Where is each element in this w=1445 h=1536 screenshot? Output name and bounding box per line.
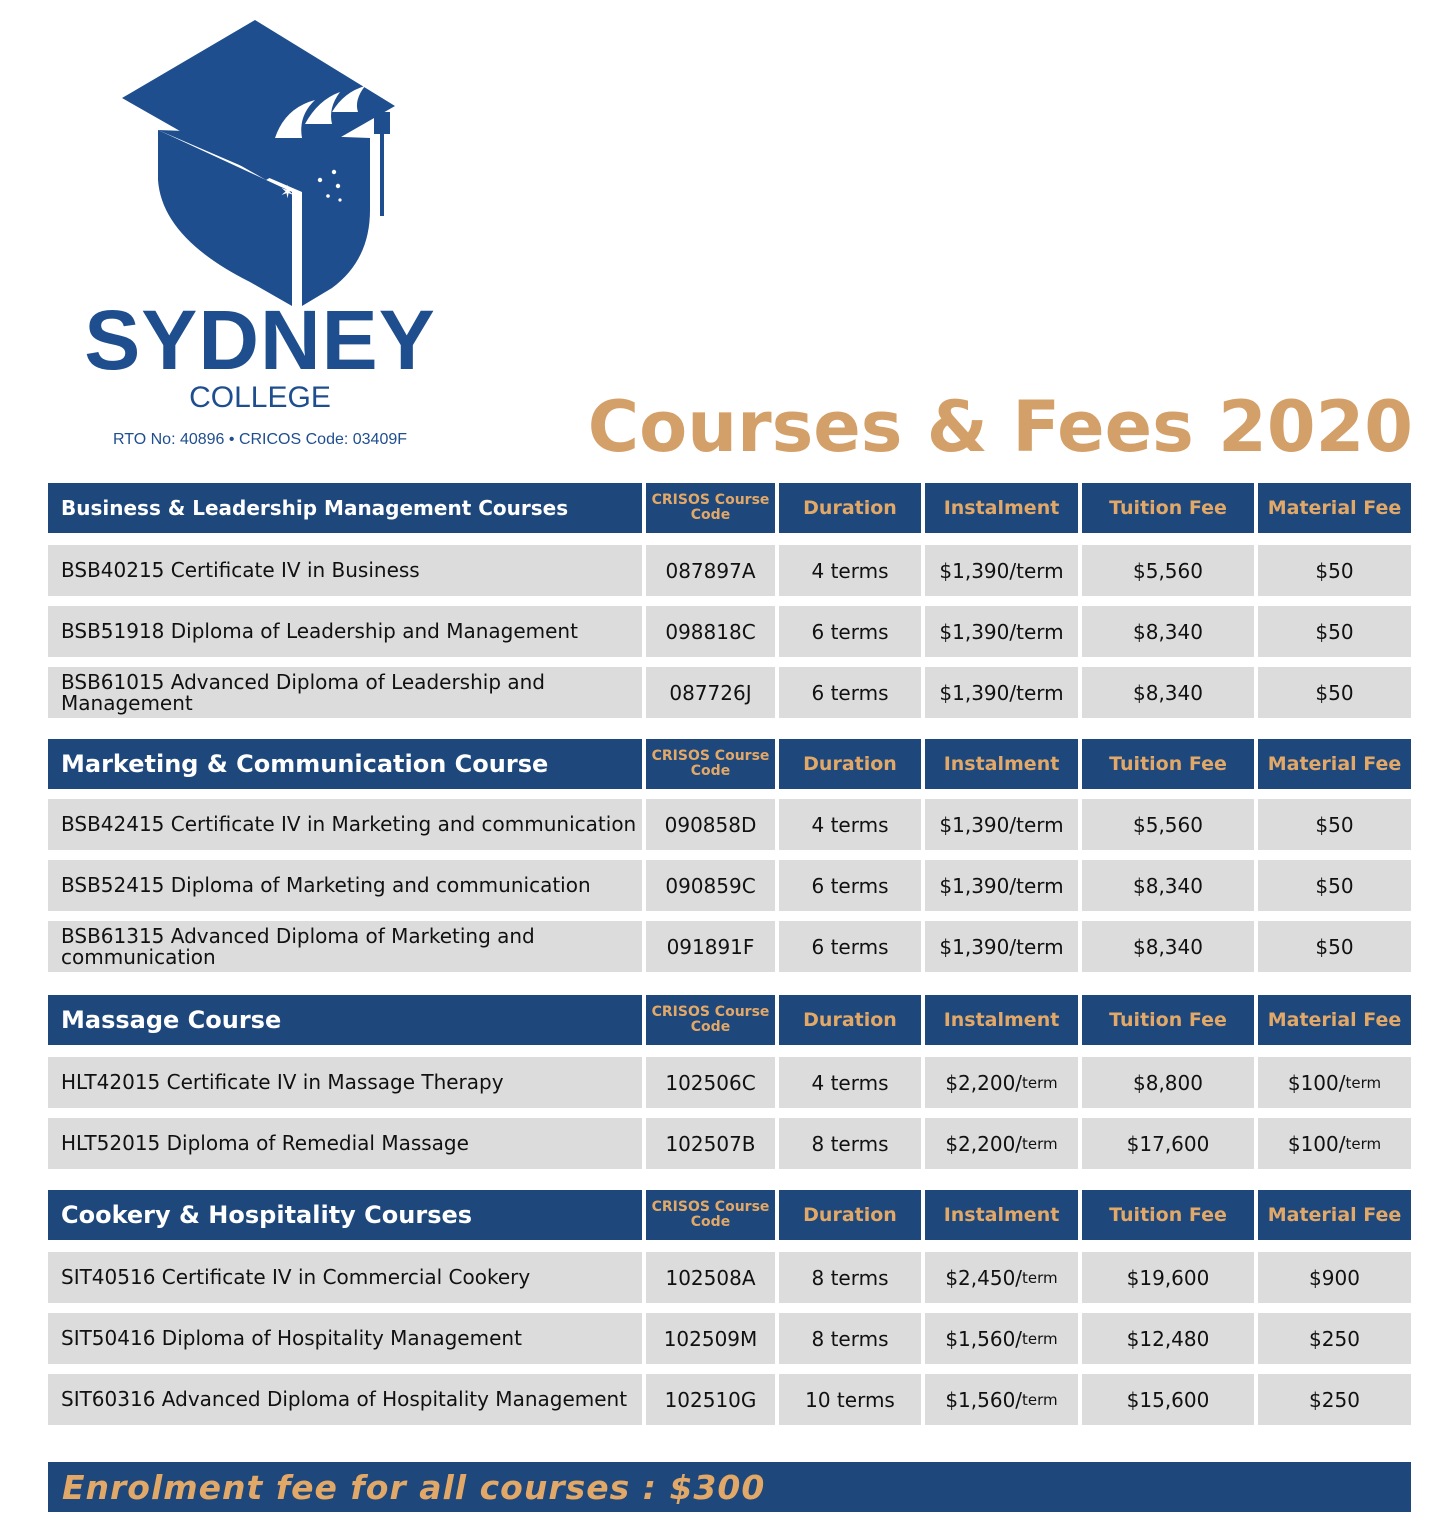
material-amount: $100/ (1287, 1070, 1346, 1095)
course-instalment (925, 1118, 1078, 1169)
course-name: SIT60316 Advanced Diploma of Hospitality Management (48, 1374, 642, 1425)
instalment-amount: $2,200/ (945, 1070, 1023, 1095)
col-duration: Duration (779, 739, 921, 789)
course-code: 091891F (646, 921, 775, 972)
table-row (48, 606, 1411, 657)
course-code: 087726J (646, 667, 775, 718)
section-header (48, 995, 1411, 1045)
course-tuition: $12,480 (1082, 1313, 1254, 1364)
course-code: 090858D (646, 799, 775, 850)
course-duration: 4 terms (779, 545, 921, 596)
course-name: BSB51918 Diploma of Leadership and Management (48, 606, 642, 657)
col-instalment: Instalment (925, 739, 1078, 789)
course-material: $900 (1258, 1252, 1411, 1303)
course-material: $50 (1258, 667, 1411, 718)
course-code: 102508A (646, 1252, 775, 1303)
col-material: Material Fee (1258, 995, 1411, 1045)
table-row (48, 799, 1411, 850)
col-tuition: Tuition Fee (1082, 995, 1254, 1045)
table-row (48, 1313, 1411, 1364)
course-name: BSB61015 Advanced Diploma of Leadership and Management (48, 667, 642, 718)
course-instalment: $1,390/term (925, 667, 1078, 718)
course-duration: 8 terms (779, 1118, 921, 1169)
instalment-unit: term (1022, 1268, 1058, 1287)
section-marketing (48, 739, 1411, 972)
col-tuition: Tuition Fee (1082, 739, 1254, 789)
course-material: $50 (1258, 545, 1411, 596)
graduation-cap-shield-icon (70, 20, 460, 310)
course-duration: 6 terms (779, 921, 921, 972)
material-unit: term (1345, 1073, 1382, 1092)
course-tuition: $8,800 (1082, 1057, 1254, 1108)
course-material: $50 (1258, 606, 1411, 657)
section-business (48, 483, 1411, 718)
course-material: $250 (1258, 1374, 1411, 1425)
table-row (48, 545, 1411, 596)
course-code: 087897A (646, 545, 775, 596)
instalment-amount: $1,560/ (945, 1326, 1023, 1351)
course-tuition: $8,340 (1082, 667, 1254, 718)
instalment-amount: $1,560/ (945, 1387, 1023, 1412)
col-material: Material Fee (1258, 483, 1411, 533)
instalment-unit: term (1022, 1329, 1058, 1348)
section-massage (48, 995, 1411, 1169)
course-duration: 4 terms (779, 1057, 921, 1108)
course-material (1258, 1057, 1411, 1108)
col-duration: Duration (779, 483, 921, 533)
course-name: BSB52415 Diploma of Marketing and communication (48, 860, 642, 911)
course-name: BSB61315 Advanced Diploma of Marketing and communication (48, 921, 642, 972)
course-instalment: $1,390/term (925, 606, 1078, 657)
course-duration: 8 terms (779, 1313, 921, 1364)
course-name: HLT42015 Certificate IV in Massage Therapy (48, 1057, 642, 1108)
course-tuition: $8,340 (1082, 606, 1254, 657)
course-code: 102509M (646, 1313, 775, 1364)
section-title: Marketing & Communication Course (48, 739, 642, 789)
course-duration: 6 terms (779, 667, 921, 718)
course-instalment (925, 1057, 1078, 1108)
course-material: $50 (1258, 921, 1411, 972)
course-instalment: $1,390/term (925, 799, 1078, 850)
table-row (48, 921, 1411, 972)
course-code: 098818C (646, 606, 775, 657)
table-row (48, 1057, 1411, 1108)
col-tuition: Tuition Fee (1082, 483, 1254, 533)
course-duration: 6 terms (779, 860, 921, 911)
col-duration: Duration (779, 995, 921, 1045)
col-crisos: CRISOS Course Code (646, 995, 775, 1045)
col-crisos: CRISOS Course Code (646, 739, 775, 789)
brand-subtitle: COLLEGE (189, 381, 331, 414)
table-row (48, 1374, 1411, 1425)
course-material: $50 (1258, 860, 1411, 911)
course-instalment: $1,390/term (925, 545, 1078, 596)
course-tuition: $8,340 (1082, 860, 1254, 911)
course-duration: 10 terms (779, 1374, 921, 1425)
course-instalment (925, 1374, 1078, 1425)
course-tuition: $8,340 (1082, 921, 1254, 972)
enrolment-fee-text: Enrolment fee for all courses : $300 (62, 1467, 766, 1507)
col-instalment: Instalment (925, 483, 1078, 533)
course-tuition: $17,600 (1082, 1118, 1254, 1169)
page-title: Courses & Fees 2020 (587, 386, 1413, 468)
section-cookery (48, 1190, 1411, 1425)
college-logo (70, 20, 460, 448)
course-tuition: $5,560 (1082, 545, 1254, 596)
col-material: Material Fee (1258, 739, 1411, 789)
course-tuition: $15,600 (1082, 1374, 1254, 1425)
col-crisos: CRISOS Course Code (646, 483, 775, 533)
section-header (48, 1190, 1411, 1240)
col-instalment: Instalment (925, 1190, 1078, 1240)
section-header (48, 483, 1411, 533)
col-instalment: Instalment (925, 995, 1078, 1045)
col-tuition: Tuition Fee (1082, 1190, 1254, 1240)
course-code: 102510G (646, 1374, 775, 1425)
course-name: SIT40516 Certificate IV in Commercial Cookery (48, 1252, 642, 1303)
course-name: SIT50416 Diploma of Hospitality Management (48, 1313, 642, 1364)
course-material: $50 (1258, 799, 1411, 850)
col-material: Material Fee (1258, 1190, 1411, 1240)
instalment-unit: term (1022, 1390, 1058, 1409)
table-row (48, 1252, 1411, 1303)
course-tuition: $19,600 (1082, 1252, 1254, 1303)
svg-text:✶: ✶ (280, 182, 296, 203)
instalment-amount: $2,200/ (945, 1131, 1023, 1156)
col-crisos: CRISOS Course Code (646, 1190, 775, 1240)
instalment-unit: term (1022, 1134, 1058, 1153)
enrolment-fee-banner (48, 1462, 1411, 1512)
course-material (1258, 1118, 1411, 1169)
registration-codes: RTO No: 40896 • CRICOS Code: 03409F (112, 431, 408, 448)
instalment-unit: term (1022, 1073, 1058, 1092)
course-name: BSB42415 Certificate IV in Marketing and communication (48, 799, 642, 850)
course-code: 102506C (646, 1057, 775, 1108)
material-amount: $100/ (1287, 1131, 1346, 1156)
course-instalment (925, 1313, 1078, 1364)
table-row (48, 667, 1411, 718)
brand-name: SYDNEY (84, 293, 436, 387)
course-tuition: $5,560 (1082, 799, 1254, 850)
course-code: 102507B (646, 1118, 775, 1169)
course-instalment (925, 1252, 1078, 1303)
course-name: BSB40215 Certificate IV in Business (48, 545, 642, 596)
course-material: $250 (1258, 1313, 1411, 1364)
course-code: 090859C (646, 860, 775, 911)
instalment-amount: $2,450/ (945, 1265, 1023, 1290)
col-duration: Duration (779, 1190, 921, 1240)
section-title: Business & Leadership Management Courses (48, 483, 642, 533)
course-instalment: $1,390/term (925, 860, 1078, 911)
table-row (48, 1118, 1411, 1169)
course-name: HLT52015 Diploma of Remedial Massage (48, 1118, 642, 1169)
course-instalment: $1,390/term (925, 921, 1078, 972)
section-header (48, 739, 1411, 789)
table-row (48, 860, 1411, 911)
course-duration: 6 terms (779, 606, 921, 657)
material-unit: term (1345, 1134, 1382, 1153)
section-title: Massage Course (48, 995, 642, 1045)
course-duration: 8 terms (779, 1252, 921, 1303)
section-title: Cookery & Hospitality Courses (48, 1190, 642, 1240)
course-duration: 4 terms (779, 799, 921, 850)
